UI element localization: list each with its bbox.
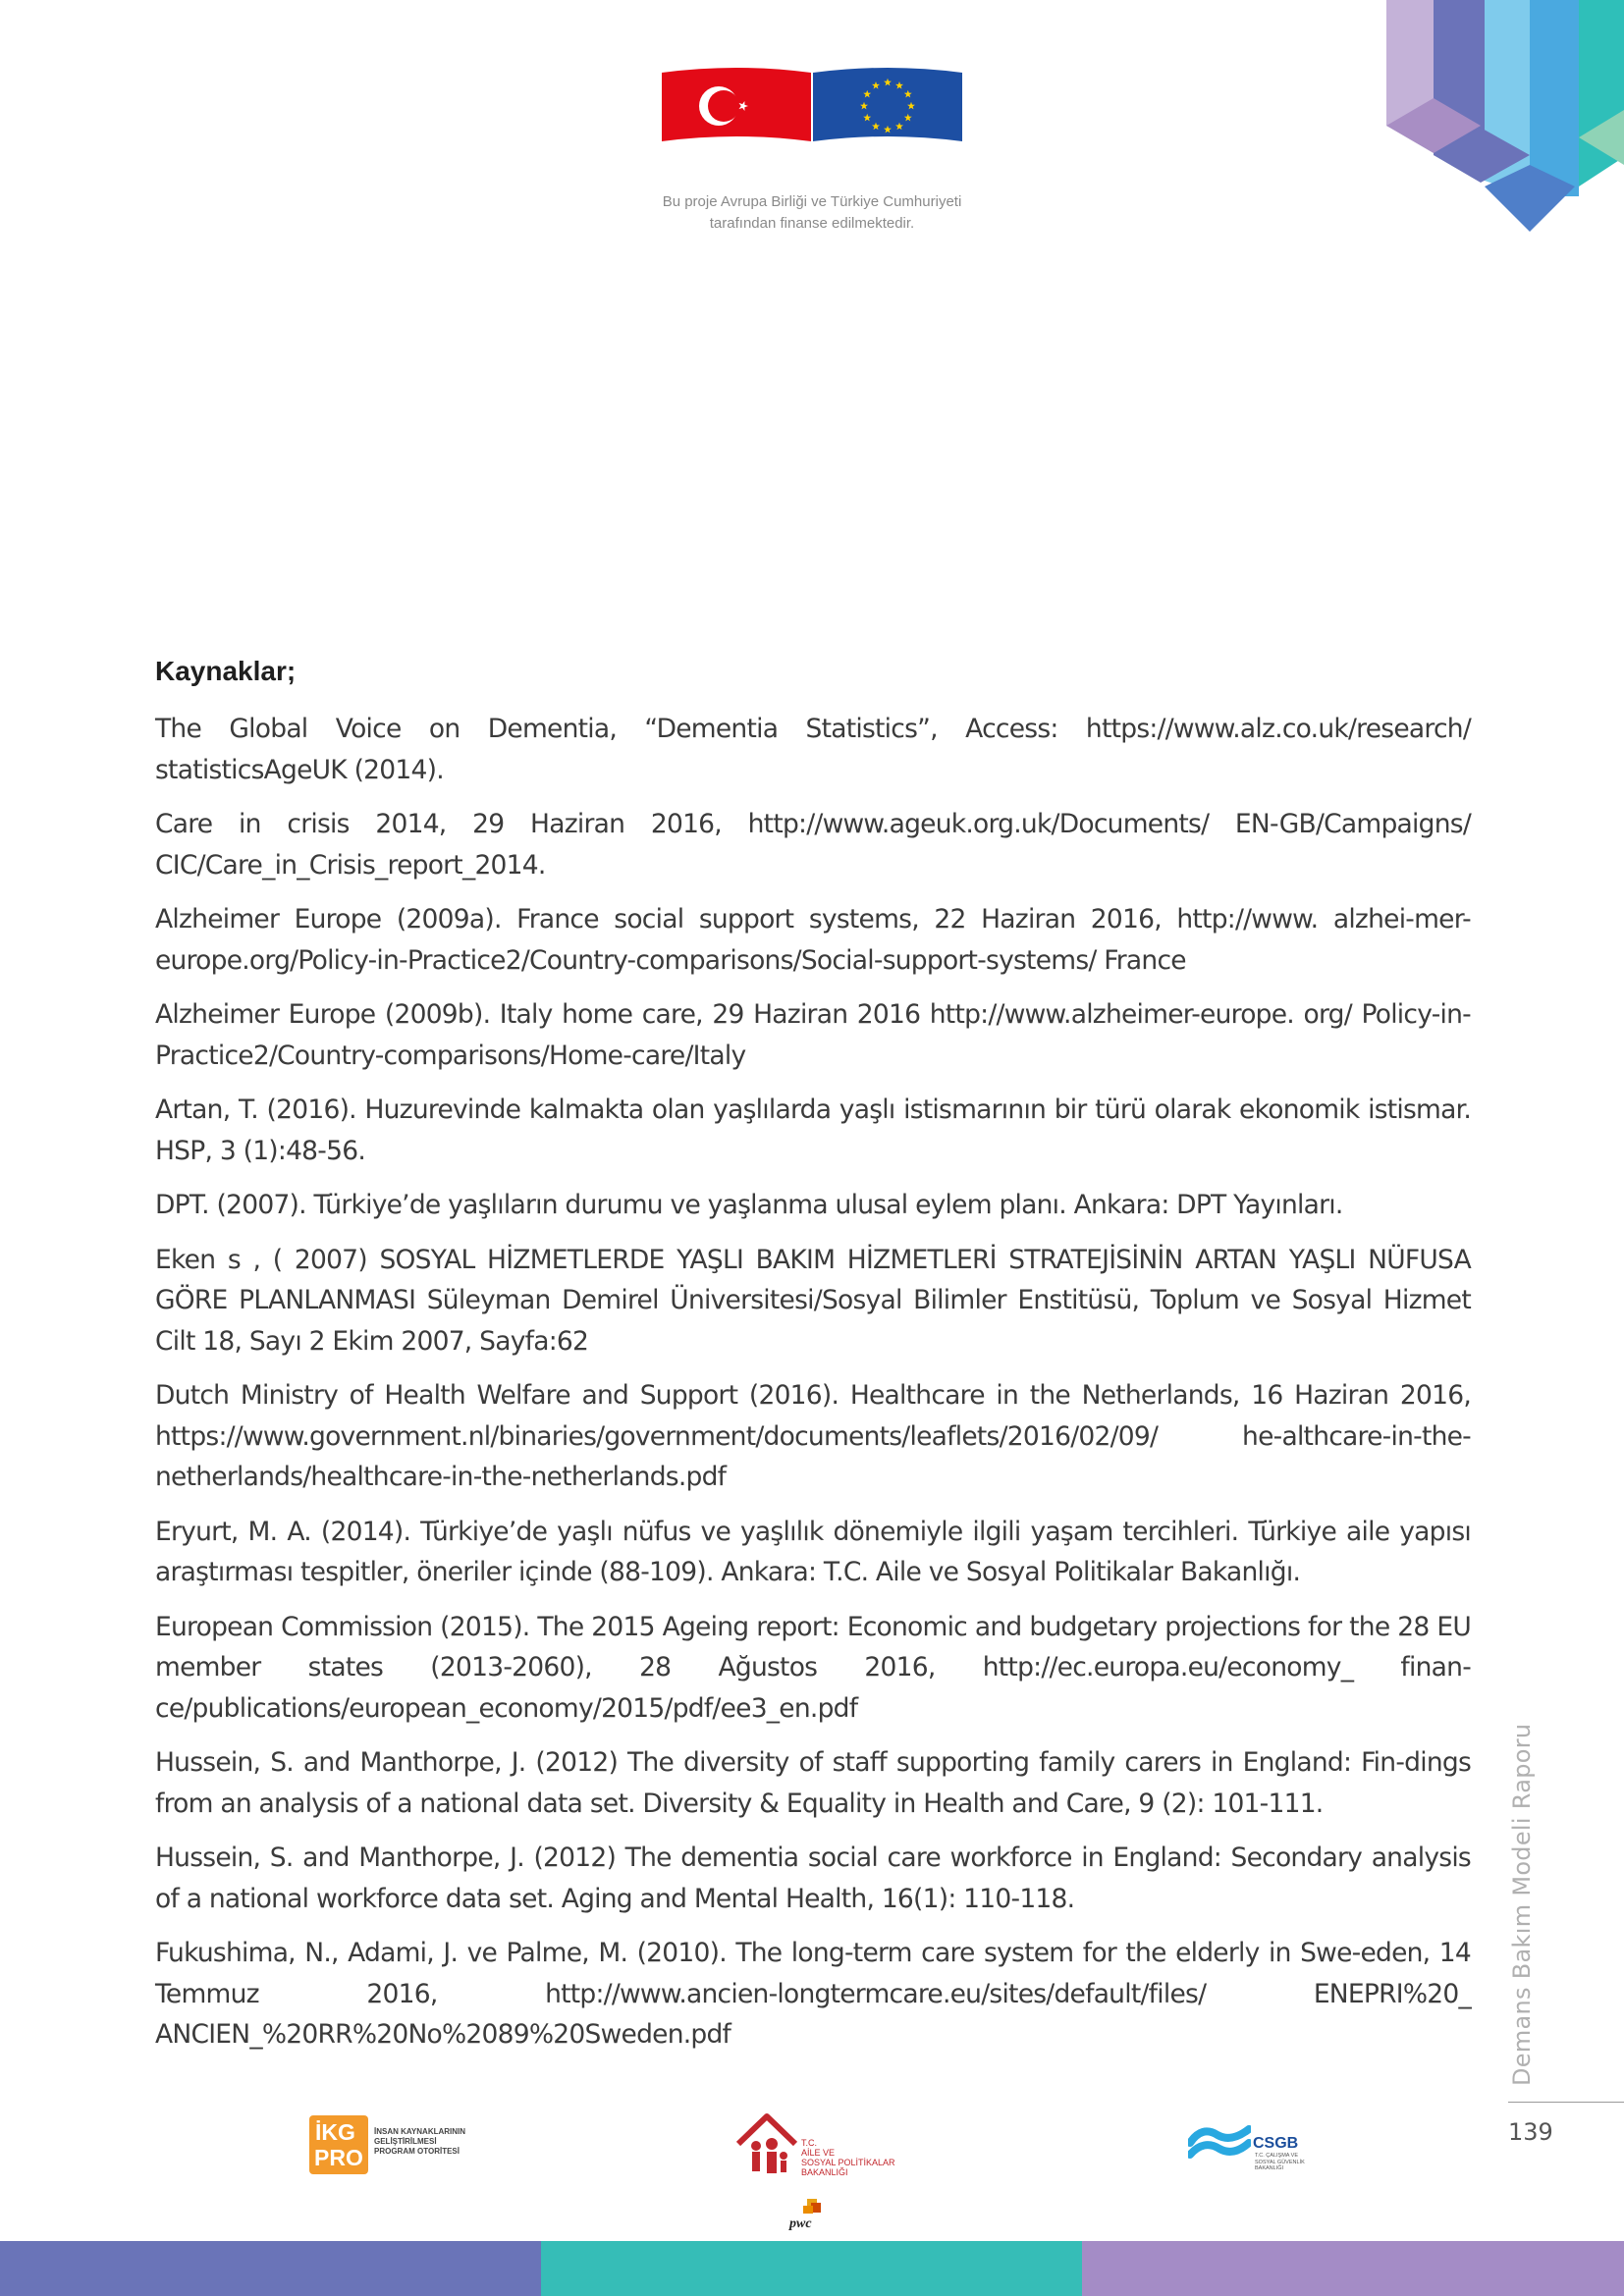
report-title: Demans Bakım Modeli Raporu [1508, 1723, 1536, 2086]
stripe-segment [1082, 2241, 1624, 2296]
funding-note: Bu proje Avrupa Birliği ve Türkiye Cumhuriyeti tarafından finanse edilmektedir. [662, 193, 962, 232]
stripe-segment [541, 2241, 1082, 2296]
reference-item: DPT. (2007). Türkiye’de yaşlıların durumu ve yaşlanma ulusal eylem planı. Ankara: DPT Yayınları. [155, 1190, 1343, 1220]
turkey-flag-icon [662, 67, 811, 145]
reference-list [155, 709, 1471, 2056]
csgb-name: CSGB [1253, 2135, 1299, 2152]
bottom-color-stripe [0, 2241, 1624, 2296]
pwc-text: pwc [789, 2216, 812, 2231]
side-divider [1508, 2102, 1624, 2103]
reference-item: Eken s , ( 2007) SOSYAL HİZMETLERDE YAŞLI BAKIM HİZMETLERİ STRATEJİSİNİN ARTAN YAŞLI NÜFUSA GÖRE PLANLANMASI Süleyman Demirel Üniversitesi/Sosyal Bilimler Enstitüsü, Toplum ve Sosyal Hizmet Cilt 18, Sayı 2 Ekim 2007, Sayfa:62 [155, 1244, 1471, 1357]
house-family-icon [734, 2110, 799, 2179]
reference-item: Hussein, S. and Manthorpe, J. (2012) The diversity of staff supporting family carers in England: Fin-dings from an analysis of a national data set. Diversity & Equality in Health and Care, 9 (2): 101-111. [155, 1747, 1471, 1819]
flags-banner [662, 67, 962, 147]
pwc-mark-icon [785, 2197, 825, 2218]
reference-item: Dutch Ministry of Health Welfare and Support (2016). Healthcare in the Netherlands, 16 Haziran 2016, https://www.government.nl/binaries/government/documents/leaflets/2016/02/09/ he-althcare-in-the-netherlands/healthcare-in-the-netherlands.pdf [155, 1380, 1471, 1492]
aile-text: T.C. AİLE VE SOSYAL POLİTİKALAR BAKANLIĞI [801, 2138, 895, 2177]
stripe-segment [0, 2241, 541, 2296]
pwc-logo [785, 2197, 829, 2232]
reference-item: The Global Voice on Dementia, “Dementia Statistics”, Access: https://www.alz.co.uk/research/ statisticsAgeUK (2014). [155, 714, 1471, 785]
ikg-mark-line1: İKG [315, 2119, 355, 2145]
ikg-pro-logo [309, 2115, 476, 2176]
references-section [155, 652, 1471, 2069]
ikg-text: İNSAN KAYNAKLARININ GELİŞTİRİLMESİ PROGRAM OTORİTESİ [374, 2127, 466, 2156]
reference-item: Care in crisis 2014, 29 Haziran 2016, http://www.ageuk.org.uk/Documents/ EN-GB/Campaigns/ CIC/Care_in_Crisis_report_2014. [155, 809, 1471, 881]
ikg-mark [309, 2115, 368, 2174]
reference-item: Alzheimer Europe (2009b). Italy home care, 29 Haziran 2016 http://www.alzheimer-europe. org/ Policy-in-Practice2/Country-comparisons/Home-care/Italy [155, 999, 1471, 1071]
reference-item: Eryurt, M. A. (2014). Türkiye’de yaşlı nüfus ve yaşlılık dönemiyle ilgili yaşam tercihleri. Türkiye aile yapısı araştırması tespitler, öneriler içinde (88-109). Ankara: T.C. Aile ve Sosyal Politikalar Bakanlığı. [155, 1516, 1471, 1587]
reference-item: Alzheimer Europe (2009a). France social support systems, 22 Haziran 2016, http://www. alzhei-mer-europe.org/Policy-in-Practice2/Country-comparisons/Social-support-systems/ France [155, 904, 1471, 976]
ikg-mark-line2: PRO [314, 2145, 363, 2170]
csgb-text: T.C. ÇALIŞMA VE SOSYAL GÜVENLİK BAKANLIĞI [1255, 2153, 1305, 2171]
reference-item: Hussein, S. and Manthorpe, J. (2012) The dementia social care workforce in England: Secondary analysis of a national workforce data set. Aging and Mental Health, 16(1): 110-118. [155, 1842, 1471, 1914]
csgb-logo [1188, 2115, 1326, 2174]
corner-decoration [1382, 0, 1624, 236]
section-heading: Kaynaklar; [155, 656, 297, 686]
eu-flag-icon [813, 67, 962, 145]
page-number: 139 [1508, 2118, 1553, 2146]
csgb-wave-icon [1188, 2121, 1251, 2164]
reference-item: Artan, T. (2016). Huzurevinde kalmakta olan yaşlılarda yaşlı istismarının bir türü olarak ekonomik istismar. HSP, 3 (1):48-56. [155, 1095, 1471, 1166]
reference-item: European Commission (2015). The 2015 Ageing report: Economic and budgetary projections for the 28 EU member states (2013-2060), 28 Ağustos 2016, http://ec.europa.eu/economy_ finan-ce/publications/european_economy/2015/pdf/ee3_en.pdf [155, 1611, 1471, 1724]
reference-item: Fukushima, N., Adami, J. ve Palme, M. (2010). The long-term care system for the elderly in Swe-eden, 14 Temmuz 2016, http://www.ancien-longtermcare.eu/sites/default/files/ ENEPRI%20_ ANCIEN_%20RR%20No%2089%20Sweden.pdf [155, 1938, 1471, 2050]
aile-bakanligi-logo [734, 2110, 895, 2181]
